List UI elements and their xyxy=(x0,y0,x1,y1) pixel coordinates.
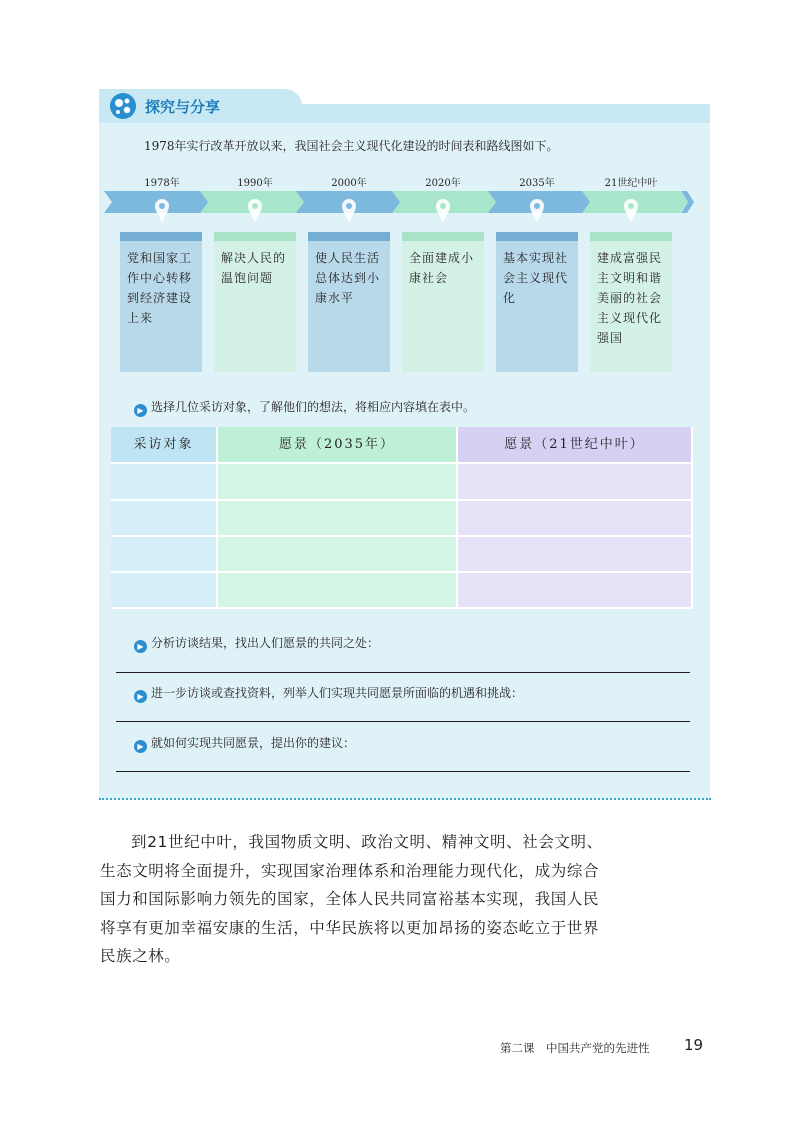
section-title: 探究与分享 xyxy=(145,98,221,116)
table-cell[interactable] xyxy=(218,501,458,537)
table-cell[interactable] xyxy=(218,537,458,573)
prompt-text: 就如何实现共同愿景，提出你的建议： xyxy=(151,736,356,750)
prompt-common-vision xyxy=(134,634,379,653)
answer-line[interactable] xyxy=(116,672,690,673)
timeline-card-2000 xyxy=(308,232,390,372)
table-cell[interactable] xyxy=(458,573,693,609)
answer-line[interactable] xyxy=(116,771,690,772)
timeline-arrow-band xyxy=(104,191,694,213)
footer-lesson-title: 第二课 中国共产党的先进性 xyxy=(500,1041,650,1055)
answer-line[interactable] xyxy=(116,721,690,722)
molecule-icon xyxy=(108,91,138,121)
arrow-bullet-icon: ▶ xyxy=(134,404,147,417)
timeline-card-2020 xyxy=(402,232,484,372)
timeline-pin-icon xyxy=(339,196,359,224)
timeline-card-text: 解决人民的温饱问题 xyxy=(221,251,287,285)
timeline-card-text: 基本实现社会主义现代化 xyxy=(503,251,569,305)
timeline-card-text: 党和国家工作中心转移到经济建设上来 xyxy=(127,251,193,325)
timeline-year: 1978年 xyxy=(144,178,180,189)
timeline-year: 2035年 xyxy=(519,178,555,189)
prompt-opportunities xyxy=(134,684,523,703)
table-header-vision-mid-century: 愿景（21世纪中叶） xyxy=(458,427,693,464)
timeline-card-mid-century xyxy=(590,232,672,372)
timeline-pin-icon xyxy=(527,196,547,224)
timeline-year: 2000年 xyxy=(331,178,367,189)
table-cell[interactable] xyxy=(458,501,693,537)
timeline-card-1978 xyxy=(120,232,202,372)
timeline-pin-icon xyxy=(245,196,265,224)
table-cell[interactable] xyxy=(111,464,218,501)
timeline-pin-icon xyxy=(152,196,172,224)
timeline-year: 1990年 xyxy=(237,178,273,189)
arrow-bullet-icon: ▶ xyxy=(134,740,147,753)
body-paragraph: 到21世纪中叶，我国物质文明、政治文明、精神文明、社会文明、生态文明将全面提升，实现国家治理体系和治理能力现代化，成为综合国力和国际影响力领先的国家，全体人民共同富裕基本实现，我国人民将享有更加幸福安康的生活，中华民族将以更加昂扬的姿态屹立于世界民族之林。 xyxy=(100,833,603,965)
prompt-suggestions xyxy=(134,734,355,753)
timeline-year: 21世纪中叶 xyxy=(604,178,658,189)
prompt-text: 进一步访谈或查找资料，列举人们实现共同愿景所面临的机遇和挑战： xyxy=(151,686,524,700)
timeline-pin-icon xyxy=(621,196,641,224)
timeline-years xyxy=(0,174,800,190)
page-number: 19 xyxy=(684,1036,704,1054)
arrow-bullet-icon: ▶ xyxy=(134,690,147,703)
table-cell[interactable] xyxy=(111,501,218,537)
timeline-card-text: 全面建成小康社会 xyxy=(409,251,475,285)
table-cell[interactable] xyxy=(111,537,218,573)
table-header-vision-2035: 愿景（2035年） xyxy=(218,427,458,464)
arrow-bullet-icon: ▶ xyxy=(134,640,147,653)
timeline-card-1990 xyxy=(214,232,296,372)
table-cell[interactable] xyxy=(218,573,458,609)
prompt-text: 选择几位采访对象，了解他们的想法，将相应内容填在表中。 xyxy=(151,400,476,414)
timeline-card-2035 xyxy=(496,232,578,372)
panel-dotted-border xyxy=(99,798,711,800)
prompt-interview xyxy=(134,398,475,417)
timeline-card-text: 建成富强民主文明和谐美丽的社会主义现代化强国 xyxy=(597,251,663,345)
prompt-text: 分析访谈结果，找出人们愿景的共同之处： xyxy=(151,636,380,650)
table-cell[interactable] xyxy=(218,464,458,501)
timeline-card-text: 使人民生活总体达到小康水平 xyxy=(315,251,381,305)
table-cell[interactable] xyxy=(458,464,693,501)
timeline-year: 2020年 xyxy=(425,178,461,189)
timeline-pin-icon xyxy=(433,196,453,224)
table-cell[interactable] xyxy=(458,537,693,573)
intro-text: 1978年实行改革开放以来，我国社会主义现代化建设的时间表和路线图如下。 xyxy=(144,139,559,153)
table-header-interviewee: 采访对象 xyxy=(111,427,218,464)
table-cell[interactable] xyxy=(111,573,218,609)
